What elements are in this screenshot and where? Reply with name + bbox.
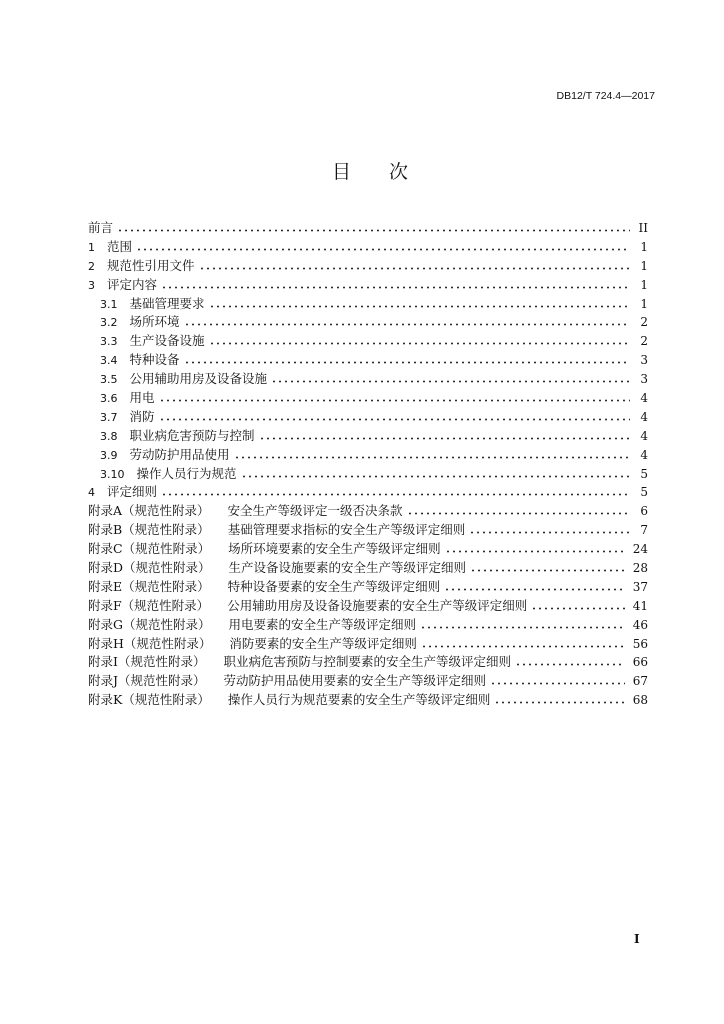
- toc-entry-title: 评定内容: [107, 276, 158, 292]
- toc-entry-section-1[interactable]: [88, 238, 648, 257]
- page-title: 目 次: [332, 161, 409, 183]
- dot-leader: [136, 248, 630, 251]
- toc-entry-number: 3.7: [100, 410, 118, 424]
- toc-entry-section-3-9[interactable]: [88, 446, 648, 465]
- toc-entry-appendix-d[interactable]: [88, 559, 648, 578]
- dot-leader: [407, 512, 630, 515]
- toc-entry-number: 3.3: [100, 335, 118, 349]
- toc-entry-page: 41: [632, 598, 648, 613]
- appendix-designation: 附录G（规范性附录）: [88, 616, 211, 632]
- toc-entry-title: 场所环境要素的安全生产等级评定细则: [228, 541, 441, 557]
- toc-entry-number: 3.4: [100, 354, 118, 368]
- toc-entry-number: 3.6: [100, 392, 118, 406]
- toc-entry-title: 公用辅助用房及设备设施要素的安全生产等级评定细则: [227, 597, 528, 613]
- dot-leader: [420, 626, 625, 629]
- toc-entry-title: 用电: [129, 390, 155, 406]
- toc-entry-page: 2: [640, 334, 648, 349]
- toc-entry-title: 特种设备要素的安全生产等级评定细则: [227, 578, 441, 594]
- toc-entry-foreword[interactable]: [88, 219, 648, 238]
- toc-entry-appendix-g[interactable]: [88, 616, 648, 635]
- toc-entry-section-3-7[interactable]: [88, 408, 648, 427]
- toc-entry-appendix-a[interactable]: [88, 502, 648, 521]
- dot-leader: [531, 607, 625, 610]
- toc-entry-appendix-b[interactable]: [88, 521, 648, 540]
- toc-entry-page: 3: [640, 353, 648, 368]
- toc-entry-appendix-c[interactable]: [88, 540, 648, 559]
- toc-entry-page: 5: [640, 485, 648, 500]
- appendix-designation: 附录A（规范性附录）: [88, 503, 210, 519]
- toc-entry-page: 1: [640, 258, 648, 273]
- toc-entry-appendix-f[interactable]: [88, 597, 648, 616]
- toc-entry-number: 3.1: [100, 297, 118, 311]
- toc-entry-appendix-h[interactable]: [88, 635, 648, 654]
- toc-entry-page: 1: [640, 277, 648, 292]
- appendix-designation: 附录I（规范性附录）: [88, 654, 206, 670]
- toc-entry-title: 评定细则: [107, 484, 158, 500]
- dot-leader: [259, 437, 630, 440]
- toc-entry-page: 5: [640, 466, 648, 481]
- toc-entry-title: 消防: [129, 408, 155, 424]
- dot-leader: [209, 305, 630, 308]
- toc-entry-page: 67: [632, 674, 648, 689]
- toc-entry-title: 范围: [107, 238, 133, 254]
- toc-entry-title: 安全生产等级评定一级否决条款: [227, 503, 403, 519]
- toc-entry-section-4[interactable]: [88, 483, 648, 502]
- dot-leader: [209, 342, 630, 345]
- toc-entry-number: 1: [88, 240, 95, 254]
- toc-entry-title: 职业病危害预防与控制要素的安全生产等级评定细则: [223, 654, 511, 670]
- toc-entry-title: 特种设备: [129, 352, 180, 368]
- dot-leader: [444, 588, 625, 591]
- toc-entry-page: 6: [640, 504, 648, 519]
- toc-entry-page: 4: [640, 391, 648, 406]
- appendix-designation: 附录E（规范性附录）: [88, 578, 210, 594]
- toc-entry-page: 37: [632, 579, 648, 594]
- dot-leader: [161, 493, 630, 496]
- toc-entry-number: 3.2: [100, 316, 118, 330]
- toc-entry-title: 前言: [88, 220, 114, 235]
- toc-entry-title: 基础管理要求指标的安全生产等级评定细则: [227, 522, 466, 538]
- toc-entry-page: 46: [632, 617, 648, 632]
- toc-entry-section-3-4[interactable]: [88, 351, 648, 370]
- dot-leader: [421, 645, 625, 648]
- dot-leader: [515, 663, 625, 666]
- toc-entry-section-2[interactable]: [88, 257, 648, 276]
- appendix-designation: 附录D（规范性附录）: [88, 560, 211, 576]
- toc-entry-appendix-j[interactable]: [88, 672, 648, 691]
- dot-leader: [161, 286, 630, 289]
- toc-entry-number: 2: [88, 259, 95, 273]
- toc-entry-page: 1: [640, 239, 648, 254]
- toc-entry-title: 用电要素的安全生产等级评定细则: [228, 616, 417, 632]
- toc-entry-title: 消防要素的安全生产等级评定细则: [229, 635, 417, 651]
- toc-entry-title: 场所环境: [129, 314, 180, 330]
- toc-entry-appendix-k[interactable]: [88, 691, 648, 710]
- toc-entry-number: 3.8: [100, 429, 118, 443]
- toc-entry-title: 劳动防护用品使用要素的安全生产等级评定细则: [223, 673, 487, 689]
- dot-leader: [159, 399, 630, 402]
- toc-entry-title: 生产设备设施: [129, 333, 205, 349]
- toc-entry-title: 公用辅助用房及设备设施: [129, 371, 268, 387]
- toc-entry-section-3[interactable]: [88, 276, 648, 295]
- toc-entry-title: 生产设备设施要素的安全生产等级评定细则: [228, 560, 467, 576]
- dot-leader: [117, 229, 630, 232]
- appendix-designation: 附录B（规范性附录）: [88, 522, 210, 538]
- toc-entry-section-3-5[interactable]: [88, 370, 648, 389]
- page-number: I: [634, 932, 640, 946]
- toc-entry-number: 3.5: [100, 373, 118, 387]
- appendix-designation: 附录K（规范性附录）: [88, 692, 210, 708]
- standard-code: DB12/T 724.4—2017: [556, 90, 655, 102]
- appendix-designation: 附录H（规范性附录）: [88, 635, 212, 651]
- toc-entry-section-3-6[interactable]: [88, 389, 648, 408]
- appendix-designation: 附录C（规范性附录）: [88, 541, 211, 557]
- toc-entry-page: 24: [632, 542, 648, 557]
- toc-entry-title: 劳动防护用品使用: [129, 446, 230, 462]
- toc-entry-page: II: [638, 221, 648, 235]
- toc-entry-page: 2: [640, 315, 648, 330]
- toc-entry-section-3-10[interactable]: [88, 465, 648, 484]
- dot-leader: [490, 682, 625, 685]
- dot-leader: [241, 475, 630, 478]
- toc-entry-section-3-8[interactable]: [88, 427, 648, 446]
- toc-entry-page: 4: [640, 447, 648, 462]
- toc-entry-page: 7: [640, 523, 648, 538]
- toc-entry-number: 3.9: [100, 448, 118, 462]
- toc-entry-page: 4: [640, 409, 648, 424]
- toc-entry-title: 职业病危害预防与控制: [129, 427, 255, 443]
- toc-entry-number: 3.10: [100, 467, 125, 481]
- toc-entry-title: 规范性引用文件: [107, 257, 195, 273]
- toc-entry-page: 1: [640, 296, 648, 311]
- toc-entry-page: 66: [632, 655, 648, 670]
- table-of-contents: [88, 219, 648, 710]
- toc-entry-page: 68: [632, 693, 648, 708]
- dot-leader: [184, 361, 630, 364]
- appendix-designation: 附录F（规范性附录）: [88, 597, 210, 613]
- toc-entry-number: 3: [88, 278, 95, 292]
- dot-leader: [184, 323, 630, 326]
- dot-leader: [445, 550, 625, 553]
- toc-entry-page: 4: [640, 428, 648, 443]
- dot-leader: [234, 456, 630, 459]
- dot-leader: [271, 380, 630, 383]
- toc-entry-number: 4: [88, 486, 95, 500]
- toc-entry-appendix-e[interactable]: [88, 578, 648, 597]
- dot-leader: [494, 701, 624, 704]
- toc-entry-page: 56: [632, 636, 648, 651]
- toc-entry-section-3-3[interactable]: [88, 332, 648, 351]
- dot-leader: [199, 267, 630, 270]
- toc-entry-appendix-i[interactable]: [88, 653, 648, 672]
- toc-entry-page: 28: [632, 561, 648, 576]
- toc-entry-title: 基础管理要求: [129, 295, 205, 311]
- appendix-designation: 附录J（规范性附录）: [88, 673, 206, 689]
- toc-entry-section-3-1[interactable]: [88, 295, 648, 314]
- toc-entry-title: 操作人员行为规范: [136, 465, 237, 481]
- toc-entry-section-3-2[interactable]: [88, 313, 648, 332]
- toc-entry-title: 操作人员行为规范要素的安全生产等级评定细则: [227, 692, 491, 708]
- toc-entry-page: 3: [640, 372, 648, 387]
- dot-leader: [469, 531, 630, 534]
- dot-leader: [159, 418, 630, 421]
- dot-leader: [470, 569, 625, 572]
